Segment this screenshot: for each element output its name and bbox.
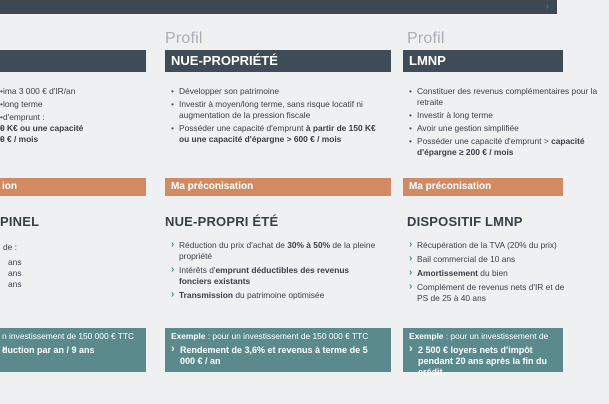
list-item: • Investir à moyen/long terme, sans risque locatif ni augmentation de la pression fiscale — [171, 99, 376, 121]
list-item: • 0 K€ ou une capacité — [0, 123, 150, 134]
card-pinel — [0, 0, 160, 404]
card-nue-propriete-title-bar: NUE-PROPRIÉTÉ — [165, 50, 391, 72]
list-item: › Intérêts d'emprunt déductibles des revenus fonciers existants — [171, 265, 381, 287]
card-lmnp — [403, 0, 598, 404]
card-lmnp-profil-list — [409, 86, 609, 160]
list-item: › Récupération de la TVA (20% du prix) — [409, 240, 569, 251]
chevron-right-icon: › — [545, 1, 549, 12]
list-item: ans — [8, 268, 22, 278]
card-nue-propriete-advantages — [171, 240, 381, 304]
list-item: › Transmission du patrimoine optimisée — [171, 290, 381, 301]
list-item: › Bail commercial de 10 ans — [409, 254, 569, 265]
card-nue-propriete-example-box — [165, 328, 391, 372]
list-item: • Posséder une capacité d'emprunt à partir de 150 K€ ou une capacité d'épargne > 600 € / mois — [171, 123, 376, 145]
card-pinel-dispositif-title: PINEL — [0, 214, 40, 229]
card-lmnp-advantages — [409, 240, 569, 307]
list-item: de : — [3, 242, 17, 252]
card-pinel-durations — [3, 242, 22, 290]
card-lmnp-profil-label: Profil — [407, 30, 445, 47]
card-nue-propriete-preconisation-bar: Ma préconisation — [165, 178, 391, 196]
card-lmnp-title-bar: LMNP — [403, 50, 563, 72]
list-item: • Développer son patrimoine — [171, 86, 376, 97]
list-item: • 0 € / mois — [0, 134, 150, 145]
list-item: › Complément de revenus nets d'IR et de PS de 25 à 40 ans — [409, 282, 569, 304]
list-item: ans — [8, 257, 22, 267]
card-lmnp-dispositif-title: DISPOSITIF LMNP — [407, 214, 523, 229]
example-text: Exemple : pour un investissement de — [409, 331, 549, 341]
list-item: • long terme — [0, 99, 150, 110]
example-result: › Rendement de 3,6% et revenus à terme de 5 000 € / an — [171, 345, 385, 367]
card-pinel-profil-list — [0, 86, 150, 147]
card-nue-propriete-dispositif-title: NUE-PROPRI ÉTÉ — [165, 214, 279, 229]
example-text: n investissement de 150 000 € TTC — [2, 331, 135, 341]
card-nue-propriete — [165, 0, 395, 404]
card-lmnp-preconisation-bar: Ma préconisation — [403, 178, 563, 196]
card-lmnp-example-box — [403, 328, 563, 377]
example-text: Exemple : pour un investissement de 150 000 € TTC — [171, 331, 369, 341]
card-nue-propriete-profil-label: Profil — [165, 30, 203, 47]
list-item: • Posséder une capacité d'emprunt > capacité d'épargne ≥ 200 € / mois — [409, 136, 609, 158]
list-item: • Investir à long terme — [409, 110, 609, 121]
list-item: • ima 3 000 € d'IR/an — [0, 86, 150, 97]
list-item: • Constituer des revenus complémentaires pour la retraite — [409, 86, 609, 108]
example-result: › 2 500 € loyers nets d'impôt pendant 20 ans après la fin du crédit — [409, 345, 557, 378]
example-result: › duction par an / 9 ans — [2, 345, 140, 356]
list-item: • Avoir une gestion simplifiée — [409, 123, 609, 134]
card-nue-propriete-profil-list — [171, 86, 376, 147]
list-item: › Amortissement du bien — [409, 268, 569, 279]
card-pinel-preconisation-bar: ion — [0, 178, 146, 196]
list-item: › Réduction du prix d'achat de 30% à 50% de la pleine propriété — [171, 240, 381, 262]
card-pinel-example-box — [0, 328, 146, 372]
list-item: ans — [8, 279, 22, 289]
card-pinel-title-bar — [0, 50, 146, 72]
list-item: • d'emprunt : — [0, 112, 150, 123]
